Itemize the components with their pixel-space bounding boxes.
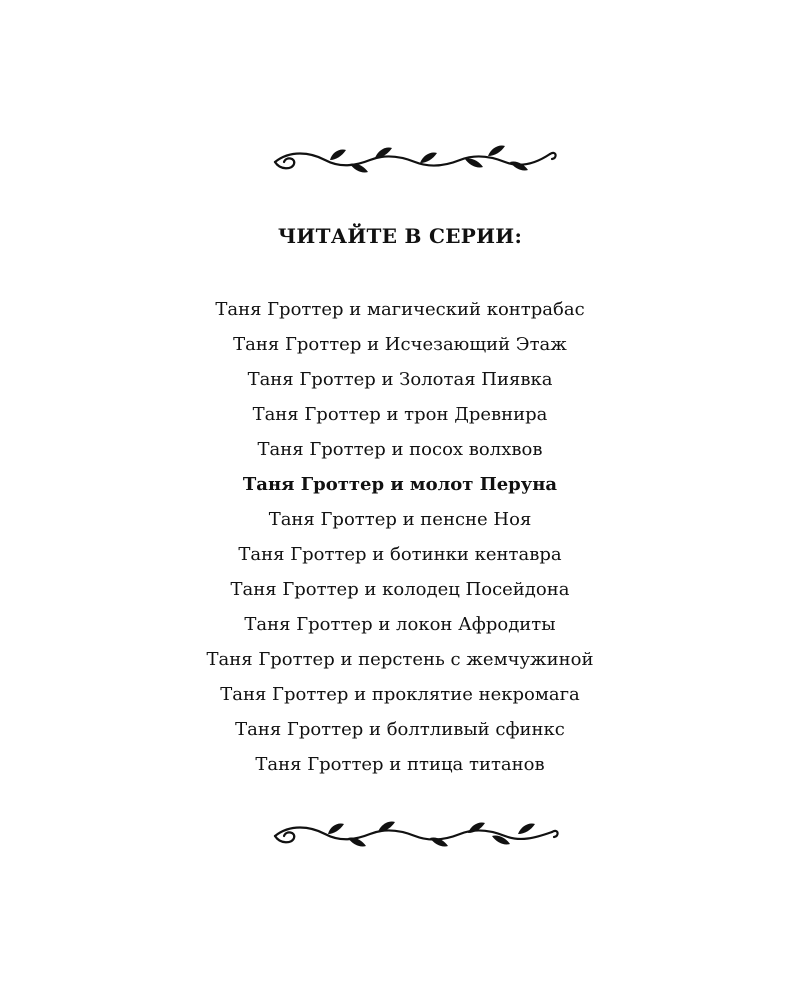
series-title-item: Таня Гроттер и Исчезающий Этаж [233, 334, 567, 355]
series-title-item: Таня Гроттер и птица титанов [255, 754, 545, 775]
series-heading: ЧИТАЙТЕ В СЕРИИ: [277, 224, 523, 248]
series-title-item: Таня Гроттер и молот Перуна [242, 474, 558, 495]
series-title-item: Таня Гроттер и пенсне Ноя [268, 509, 532, 530]
series-title-item: Таня Гроттер и колодец Посейдона [230, 579, 570, 600]
vine-ornament-bottom-icon [270, 814, 560, 854]
series-title-item: Таня Гроттер и Золотая Пиявка [247, 369, 553, 390]
series-title-item: Таня Гроттер и магический контрабас [215, 299, 585, 320]
series-title-item: Таня Гроттер и ботинки кентавра [238, 544, 562, 565]
series-title-item: Таня Гроттер и посох волхвов [257, 439, 543, 460]
series-title-item: Таня Гроттер и перстень с жемчужиной [206, 649, 594, 670]
series-title-item: Таня Гроттер и проклятие некромага [220, 684, 580, 705]
series-title-item: Таня Гроттер и трон Древнира [252, 404, 548, 425]
series-title-list [0, 294, 800, 784]
vine-ornament-top-icon [270, 142, 560, 182]
series-title-item: Таня Гроттер и локон Афродиты [244, 614, 556, 635]
series-title-item: Таня Гроттер и болтливый сфинкс [235, 719, 565, 740]
